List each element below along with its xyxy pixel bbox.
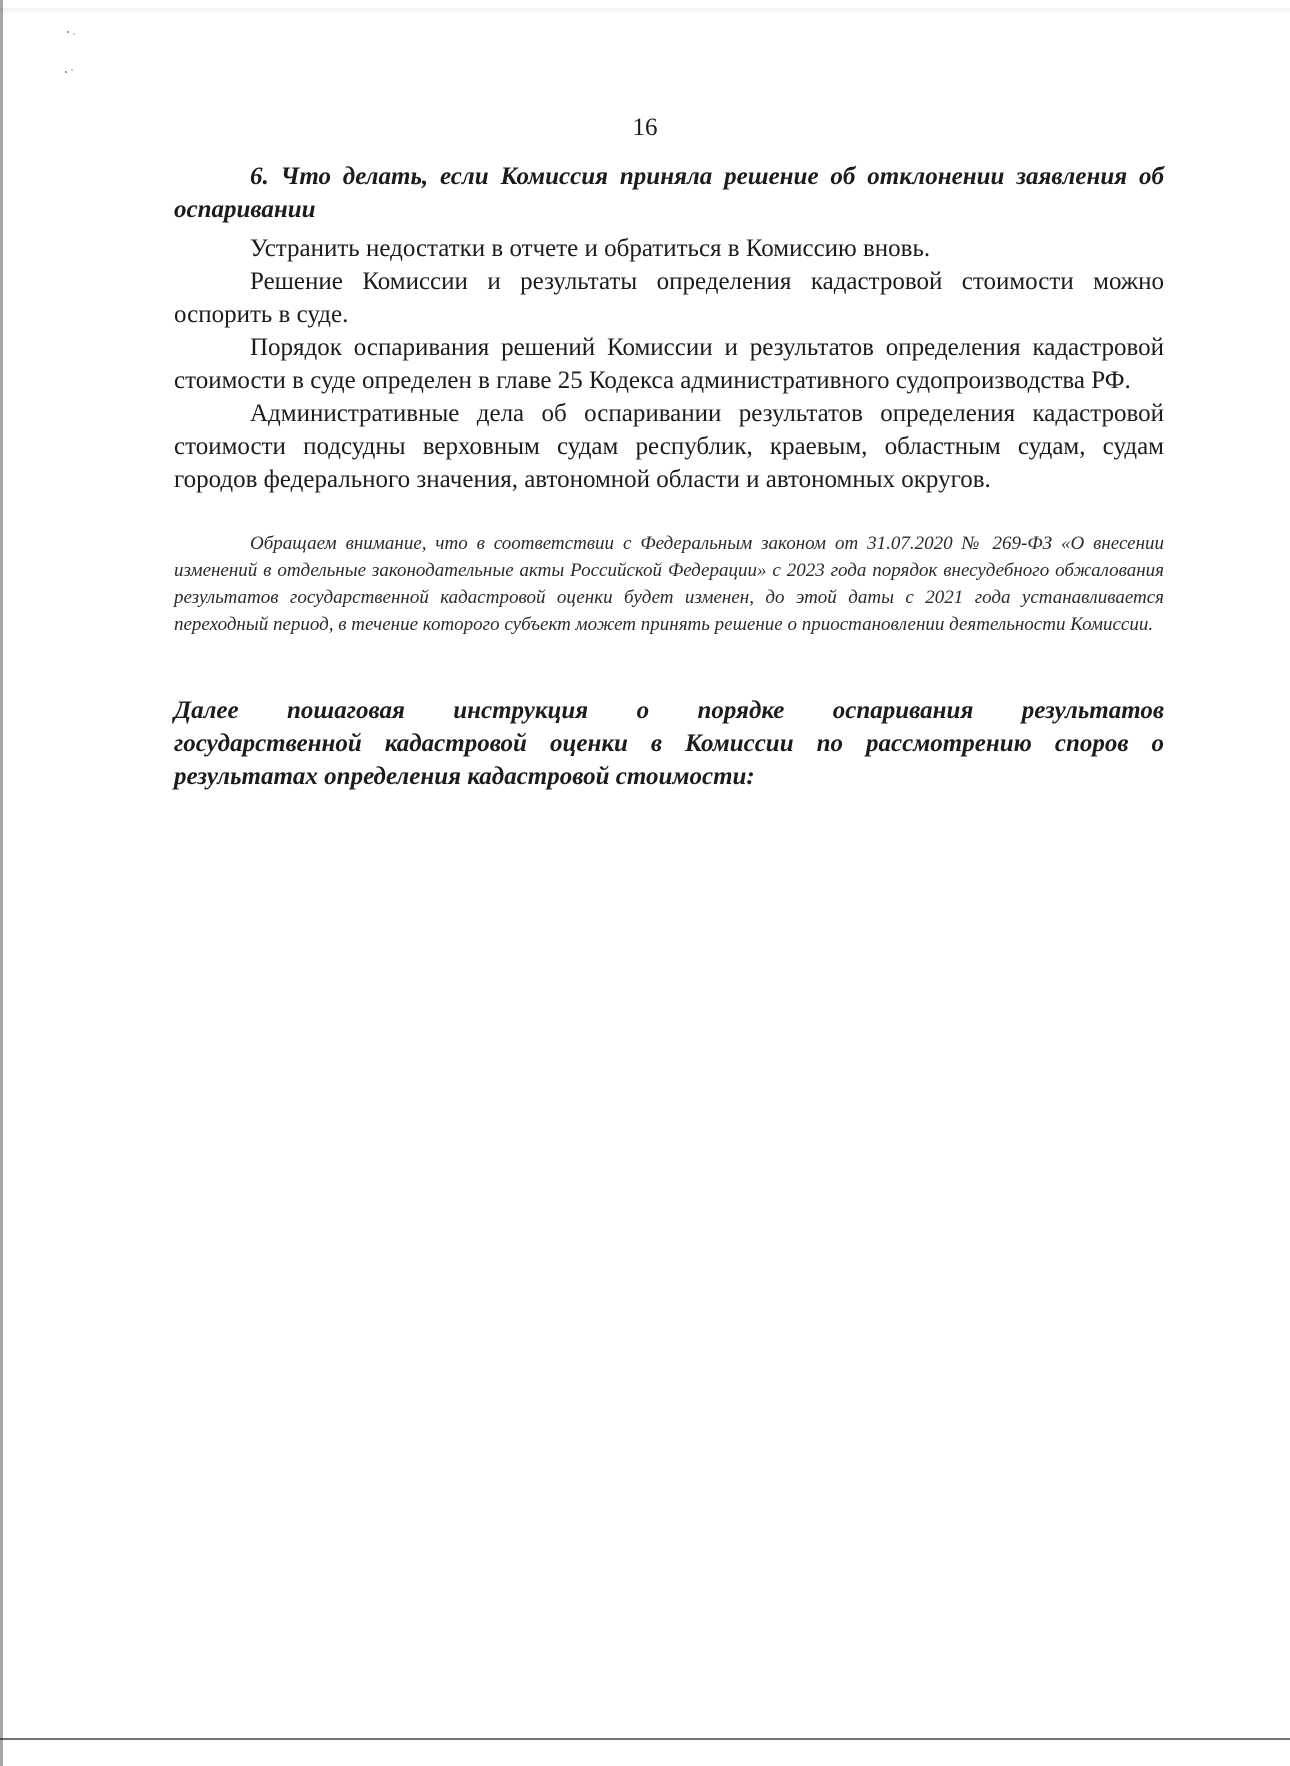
scan-specks (60, 28, 80, 88)
next-steps-heading (174, 694, 1164, 793)
section-heading: 6. Что делать, если Комиссия приняла решение об отклонении заявления об оспаривании (174, 163, 1164, 223)
paragraph-fix-report: Устранить недостатки в отчете и обратиться в Комиссию вновь. (250, 235, 931, 262)
next-steps-line-1: Далее пошаговая инструкция о порядке оспаривания результатов (174, 697, 1164, 724)
page-number: 16 (632, 114, 658, 141)
next-steps-line-2: государственной кадастровой оценки в Комиссии по рассмотрению споров о (174, 730, 1164, 757)
scan-bottom-line (0, 1738, 1290, 1740)
law-notice: Обращаем внимание, что в соответствии с Федеральным законом от 31.07.2020 № 269-ФЗ «О внесении изменений в отдельные законодательные акты Российской Федерации» с 2023 года порядок внесудебного обжалования результатов государственной кадастровой оценки будет изменен, до этой даты с 2021 года устанавливается переходный период, в течение которого субъект может принять решение о приостановлении деятельности Комиссии. (174, 533, 1164, 635)
next-steps-line-3: результатах определения кадастровой стоимости: (174, 763, 755, 790)
scan-left-edge (0, 0, 3, 1766)
paragraph-jurisdiction: Административные дела об оспаривании результатов определения кадастровой стоимости подсудны верховным судам республик, краевым, областным судам, судам городов федерального значения, автономной области и автономных округов. (174, 400, 1164, 493)
scan-top-edge (0, 8, 1290, 14)
paragraph-court-appeal: Решение Комиссии и результаты определения кадастровой стоимости можно оспорить в суде. (174, 268, 1164, 328)
page-content (174, 160, 1164, 793)
paragraph-procedure: Порядок оспаривания решений Комиссии и результатов определения кадастровой стоимости в суде определен в главе 25 Кодекса административного судопроизводства РФ. (174, 334, 1164, 394)
